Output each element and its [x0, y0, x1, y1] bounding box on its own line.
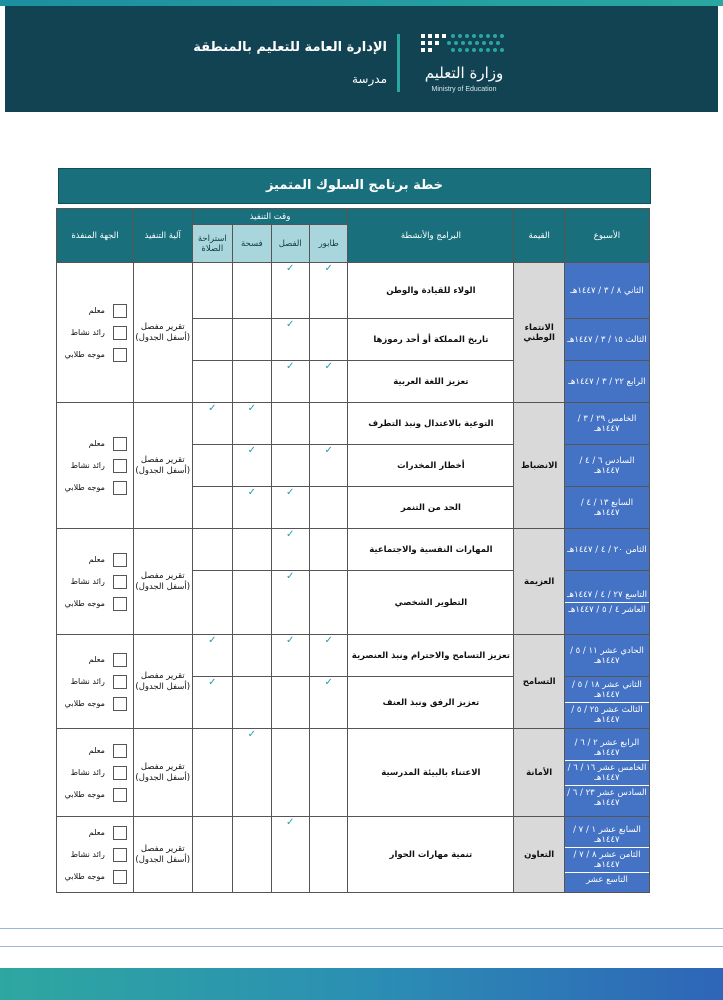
- check-icon: ✓: [324, 677, 333, 688]
- exec-time-cell: [309, 635, 347, 677]
- entity-option: [57, 433, 133, 455]
- entity-checkbox[interactable]: [113, 348, 127, 362]
- entity-label: موجه طلابي: [64, 699, 105, 708]
- entity-label: رائد نشاط: [70, 328, 105, 337]
- check-icon: ✓: [208, 635, 217, 646]
- mechanism-cell: تقرير مفصل (أسفل الجدول): [133, 635, 192, 729]
- col-week: الأسبوع: [564, 209, 649, 263]
- table-row: [57, 403, 650, 445]
- plan-title: خطة برنامج السلوك المتميز: [58, 168, 651, 204]
- table-row: [57, 263, 650, 319]
- program-cell: تعزيز الرفق ونبذ العنف: [348, 677, 514, 729]
- exec-time-cell: [271, 319, 309, 361]
- week-label: الرابع ٢٢ / ٣ / ١٤٤٧هـ: [568, 376, 646, 387]
- entity-option: [57, 455, 133, 477]
- week-label: الثالث عشر ٢٥ / ٥ / ١٤٤٧هـ: [565, 702, 649, 727]
- footer-line: [0, 928, 723, 929]
- exec-time-cell: [192, 817, 232, 893]
- exec-time-cell: [233, 729, 271, 817]
- week-cell: [564, 403, 649, 445]
- exec-time-cell: [233, 403, 271, 445]
- exec-time-cell: [233, 487, 271, 529]
- entity-option: [57, 740, 133, 762]
- exec-time-cell: [309, 529, 347, 571]
- exec-time-cell: [192, 487, 232, 529]
- entity-checkbox[interactable]: [113, 766, 127, 780]
- check-icon: ✓: [247, 403, 256, 414]
- entity-checkbox[interactable]: [113, 744, 127, 758]
- week-label: الخامس عشر ١٦ / ٦ / ١٤٤٧هـ: [565, 760, 649, 785]
- program-cell: تنمية مهارات الحوار: [348, 817, 514, 893]
- entity-option: [57, 693, 133, 715]
- entity-cell: [57, 635, 134, 729]
- program-cell: المهارات النفسية والاجتماعية: [348, 529, 514, 571]
- entity-option: [57, 844, 133, 866]
- mechanism-cell: تقرير مفصل (أسفل الجدول): [133, 817, 192, 893]
- value-cell: التعاون: [514, 817, 565, 893]
- entity-label: معلم: [88, 655, 105, 664]
- check-icon: ✓: [286, 319, 295, 330]
- ministry-name-en: Ministry of Education: [431, 86, 497, 93]
- exec-time-cell: [233, 817, 271, 893]
- entity-option: [57, 300, 133, 322]
- exec-time-cell: [233, 319, 271, 361]
- week-cell: [564, 445, 649, 487]
- ministry-logo-icon: [419, 30, 509, 64]
- col-entity: الجهة المنفذة: [57, 209, 134, 263]
- exec-time-cell: [271, 487, 309, 529]
- exec-time-cell: [271, 571, 309, 635]
- exec-time-cell: [309, 677, 347, 729]
- check-icon: ✓: [208, 403, 217, 414]
- entity-label: رائد نشاط: [70, 577, 105, 586]
- entity-label: موجه طلابي: [64, 483, 105, 492]
- program-cell: الاعتناء بالبيئة المدرسية: [348, 729, 514, 817]
- exec-time-cell: [192, 635, 232, 677]
- program-cell: الحد من التنمر: [348, 487, 514, 529]
- table-row: [57, 729, 650, 817]
- exec-time-cell: [271, 361, 309, 403]
- exec-time-cell: [309, 319, 347, 361]
- entity-checkbox[interactable]: [113, 326, 127, 340]
- entity-checkbox[interactable]: [113, 788, 127, 802]
- week-label: الثالث ١٥ / ٣ / ١٤٤٧هـ: [567, 334, 647, 345]
- entity-checkbox[interactable]: [113, 675, 127, 689]
- exec-time-cell: [233, 361, 271, 403]
- program-cell: التطوير الشخصي: [348, 571, 514, 635]
- week-label: الثامن عشر ٨ / ٧ / ١٤٤٧هـ: [565, 847, 649, 872]
- check-icon: ✓: [247, 729, 256, 740]
- admin-title: الإدارة العامة للتعليم بالمنطقة: [193, 40, 387, 55]
- plan-table: [56, 208, 650, 893]
- entity-checkbox[interactable]: [113, 870, 127, 884]
- exec-time-cell: [271, 635, 309, 677]
- exec-time-cell: [271, 445, 309, 487]
- page-header: [5, 6, 718, 112]
- entity-option: [57, 671, 133, 693]
- check-icon: ✓: [286, 361, 295, 372]
- entity-option: [57, 571, 133, 593]
- week-label: السابع عشر ١ / ٧ / ١٤٤٧هـ: [573, 824, 641, 845]
- exec-time-cell: [309, 263, 347, 319]
- program-cell: الولاء للقيادة والوطن: [348, 263, 514, 319]
- program-cell: تعزيز التسامح والاحترام ونبذ العنصرية: [348, 635, 514, 677]
- exec-time-cell: [192, 529, 232, 571]
- entity-checkbox[interactable]: [113, 459, 127, 473]
- exec-time-cell: [233, 571, 271, 635]
- entity-cell: [57, 403, 134, 529]
- entity-label: رائد نشاط: [70, 677, 105, 686]
- exec-time-cell: [233, 677, 271, 729]
- exec-time-cell: [309, 729, 347, 817]
- entity-label: معلم: [88, 746, 105, 755]
- program-cell: تعزيز اللغة العربية: [348, 361, 514, 403]
- value-cell: التسامح: [514, 635, 565, 729]
- col-queue: طابور: [309, 225, 347, 263]
- entity-option: [57, 866, 133, 888]
- entity-option: [57, 477, 133, 499]
- week-label: الثامن ٢٠ / ٤ / ١٤٤٧هـ: [567, 544, 647, 555]
- week-label: التاسع عشر: [565, 872, 649, 887]
- exec-time-cell: [233, 635, 271, 677]
- check-icon: ✓: [286, 487, 295, 498]
- check-icon: ✓: [247, 445, 256, 456]
- entity-option: [57, 593, 133, 615]
- entity-checkbox[interactable]: [113, 437, 127, 451]
- program-cell: التوعية بالاعتدال ونبذ التطرف: [348, 403, 514, 445]
- col-break: فسحة: [233, 225, 271, 263]
- col-prayer: استراحة الصلاة: [192, 225, 232, 263]
- entity-option: [57, 649, 133, 671]
- entity-cell: [57, 529, 134, 635]
- exec-time-cell: [192, 445, 232, 487]
- week-cell: [564, 677, 649, 729]
- entity-label: رائد نشاط: [70, 768, 105, 777]
- week-label: الثاني عشر ١٨ / ٥ / ١٤٤٧هـ: [572, 680, 642, 700]
- check-icon: ✓: [286, 529, 295, 540]
- week-label: الحادي عشر ١١ / ٥ / ١٤٤٧هـ: [570, 645, 644, 666]
- entity-label: رائد نشاط: [70, 850, 105, 859]
- week-cell: [564, 817, 649, 893]
- value-cell: الانتماء الوطني: [514, 263, 565, 403]
- week-cell: [564, 487, 649, 529]
- header-divider: [397, 34, 400, 92]
- school-label: مدرسة: [351, 72, 387, 86]
- entity-label: معلم: [88, 439, 105, 448]
- ministry-logo: [419, 30, 509, 100]
- entity-option: [57, 322, 133, 344]
- exec-time-cell: [192, 319, 232, 361]
- exec-time-cell: [192, 403, 232, 445]
- exec-time-cell: [271, 817, 309, 893]
- week-cell: [564, 729, 649, 817]
- check-icon: ✓: [324, 263, 333, 274]
- week-label: التاسع ٢٧ / ٤ / ١٤٤٧هـ: [566, 590, 647, 600]
- footer-bar: [0, 968, 723, 1000]
- entity-label: معلم: [88, 555, 105, 564]
- exec-time-cell: [233, 263, 271, 319]
- exec-time-cell: [309, 571, 347, 635]
- week-label: السادس ٦ / ٤ / ١٤٤٧هـ: [579, 455, 635, 476]
- entity-label: موجه طلابي: [64, 350, 105, 359]
- entity-label: موجه طلابي: [64, 790, 105, 799]
- mechanism-cell: تقرير مفصل (أسفل الجدول): [133, 403, 192, 529]
- exec-time-cell: [271, 729, 309, 817]
- entity-option: [57, 784, 133, 806]
- check-icon: ✓: [286, 635, 295, 646]
- week-cell: [564, 319, 649, 361]
- entity-label: موجه طلابي: [64, 599, 105, 608]
- col-value: القيمة: [514, 209, 565, 263]
- exec-time-cell: [271, 263, 309, 319]
- entity-checkbox[interactable]: [113, 597, 127, 611]
- week-cell: [564, 635, 649, 677]
- col-exec-time: وقت التنفيذ: [192, 209, 348, 225]
- entity-label: رائد نشاط: [70, 461, 105, 470]
- entity-label: موجه طلابي: [64, 872, 105, 881]
- exec-time-cell: [233, 445, 271, 487]
- entity-checkbox[interactable]: [113, 697, 127, 711]
- entity-option: [57, 822, 133, 844]
- exec-time-cell: [271, 677, 309, 729]
- entity-cell: [57, 263, 134, 403]
- entity-label: معلم: [88, 828, 105, 837]
- mechanism-cell: تقرير مفصل (أسفل الجدول): [133, 263, 192, 403]
- col-programs: البرامج والأنشطة: [348, 209, 514, 263]
- exec-time-cell: [309, 361, 347, 403]
- check-icon: ✓: [286, 263, 295, 274]
- check-icon: ✓: [247, 487, 256, 498]
- exec-time-cell: [192, 677, 232, 729]
- entity-checkbox[interactable]: [113, 553, 127, 567]
- col-class: الفصل: [271, 225, 309, 263]
- table-row: [57, 817, 650, 893]
- week-label: العاشر ٤ / ٥ / ١٤٤٧هـ: [565, 602, 649, 617]
- entity-option: [57, 549, 133, 571]
- exec-time-cell: [271, 529, 309, 571]
- exec-time-cell: [192, 361, 232, 403]
- entity-checkbox[interactable]: [113, 481, 127, 495]
- check-icon: ✓: [286, 817, 295, 828]
- value-cell: الانضباط: [514, 403, 565, 529]
- exec-time-cell: [192, 729, 232, 817]
- ministry-name-ar: وزارة التعليم: [424, 64, 504, 82]
- week-cell: [564, 263, 649, 319]
- exec-time-cell: [233, 529, 271, 571]
- entity-checkbox[interactable]: [113, 575, 127, 589]
- check-icon: ✓: [324, 361, 333, 372]
- entity-checkbox[interactable]: [113, 826, 127, 840]
- exec-time-cell: [192, 571, 232, 635]
- exec-time-cell: [192, 263, 232, 319]
- exec-time-cell: [309, 817, 347, 893]
- exec-time-cell: [271, 403, 309, 445]
- exec-time-cell: [309, 403, 347, 445]
- value-cell: الأمانة: [514, 729, 565, 817]
- program-cell: أخطار المخدرات: [348, 445, 514, 487]
- mechanism-cell: تقرير مفصل (أسفل الجدول): [133, 729, 192, 817]
- check-icon: ✓: [208, 677, 217, 688]
- entity-checkbox[interactable]: [113, 848, 127, 862]
- week-label: السابع ١٣ / ٤ / ١٤٤٧هـ: [580, 497, 634, 518]
- week-cell: [564, 361, 649, 403]
- table-row: [57, 635, 650, 677]
- mechanism-cell: تقرير مفصل (أسفل الجدول): [133, 529, 192, 635]
- entity-option: [57, 344, 133, 366]
- week-cell: [564, 529, 649, 571]
- col-mechanism: آلية التنفيذ: [133, 209, 192, 263]
- table-row: [57, 529, 650, 571]
- week-label: الرابع عشر ٢ / ٦ / ١٤٤٧هـ: [574, 737, 640, 758]
- exec-time-cell: [309, 445, 347, 487]
- entity-option: [57, 762, 133, 784]
- check-icon: ✓: [324, 635, 333, 646]
- week-label: السادس عشر ٢٣ / ٦ / ١٤٤٧هـ: [565, 785, 649, 810]
- entity-label: معلم: [88, 306, 105, 315]
- week-label: الخامس ٢٩ / ٣ / ١٤٤٧هـ: [577, 413, 637, 434]
- program-cell: تاريخ المملكة أو أحد رموزها: [348, 319, 514, 361]
- entity-cell: [57, 729, 134, 817]
- entity-cell: [57, 817, 134, 893]
- footer-line: [0, 946, 723, 947]
- week-cell: [564, 571, 649, 635]
- value-cell: العزيمة: [514, 529, 565, 635]
- entity-checkbox[interactable]: [113, 304, 127, 318]
- week-label: الثاني ٨ / ٣ / ١٤٤٧هـ: [570, 285, 644, 296]
- exec-time-cell: [309, 487, 347, 529]
- check-icon: ✓: [286, 571, 295, 582]
- entity-checkbox[interactable]: [113, 653, 127, 667]
- check-icon: ✓: [324, 445, 333, 456]
